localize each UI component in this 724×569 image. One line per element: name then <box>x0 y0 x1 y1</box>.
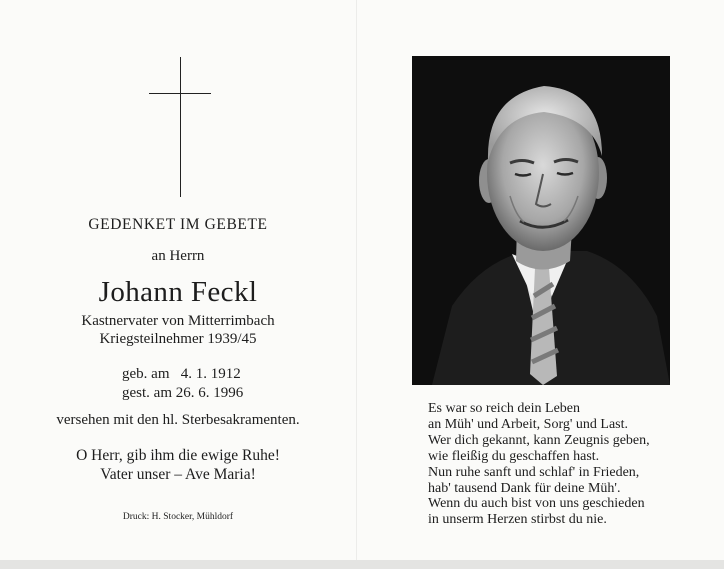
poem-line: Nun ruhe sanft und schlaf' in Frieden, <box>428 464 640 480</box>
poem-line: Es war so reich dein Leben <box>428 401 580 416</box>
fold-line <box>356 0 357 569</box>
dates-block <box>122 365 243 403</box>
cross-vertical-bar <box>180 57 181 197</box>
heading: GEDENKET IM GEBETE <box>88 216 268 233</box>
poem-line: hab' tausend Dank für deine Müh'. <box>428 480 621 496</box>
birth-date: 4. 1. 1912 <box>180 366 241 382</box>
death-label: gest. am <box>122 385 172 401</box>
poem-line: wie fleißig du geschaffen hast. <box>428 448 600 464</box>
role-line: Kastnervater von Mitterrimbach <box>81 313 275 329</box>
poem-line: Wer dich gekannt, kann Zeugnis geben, <box>428 432 650 448</box>
deceased-name: Johann Feckl <box>98 276 258 308</box>
poem-line: in unserm Herzen stirbst du nie. <box>428 512 607 528</box>
prayer-line: Vater unser – Ave Maria! <box>100 466 256 483</box>
portrait-photo <box>412 56 670 385</box>
role-block <box>0 312 356 348</box>
birth-row <box>122 365 243 384</box>
salutation: an Herrn <box>151 248 205 264</box>
prayer-line: O Herr, gib ihm die ewige Ruhe! <box>76 447 280 464</box>
prayer-block <box>0 446 356 484</box>
card-edge <box>0 560 724 569</box>
cross-horizontal-bar <box>149 93 211 94</box>
death-row <box>122 384 243 403</box>
portrait-image <box>412 56 670 385</box>
poem-block <box>428 401 650 528</box>
printer-credit: Druck: H. Stocker, Mühldorf <box>122 512 234 522</box>
poem-line: Wenn du auch bist von uns geschieden <box>428 496 645 512</box>
role-line: Kriegsteilnehmer 1939/45 <box>99 331 257 347</box>
poem-line: an Müh' und Arbeit, Sorg' und Last. <box>428 416 628 432</box>
death-date: 26. 6. 1996 <box>175 385 244 401</box>
birth-label: geb. am <box>122 366 170 382</box>
sacraments-line: versehen mit den hl. Sterbesakramenten. <box>56 412 300 428</box>
